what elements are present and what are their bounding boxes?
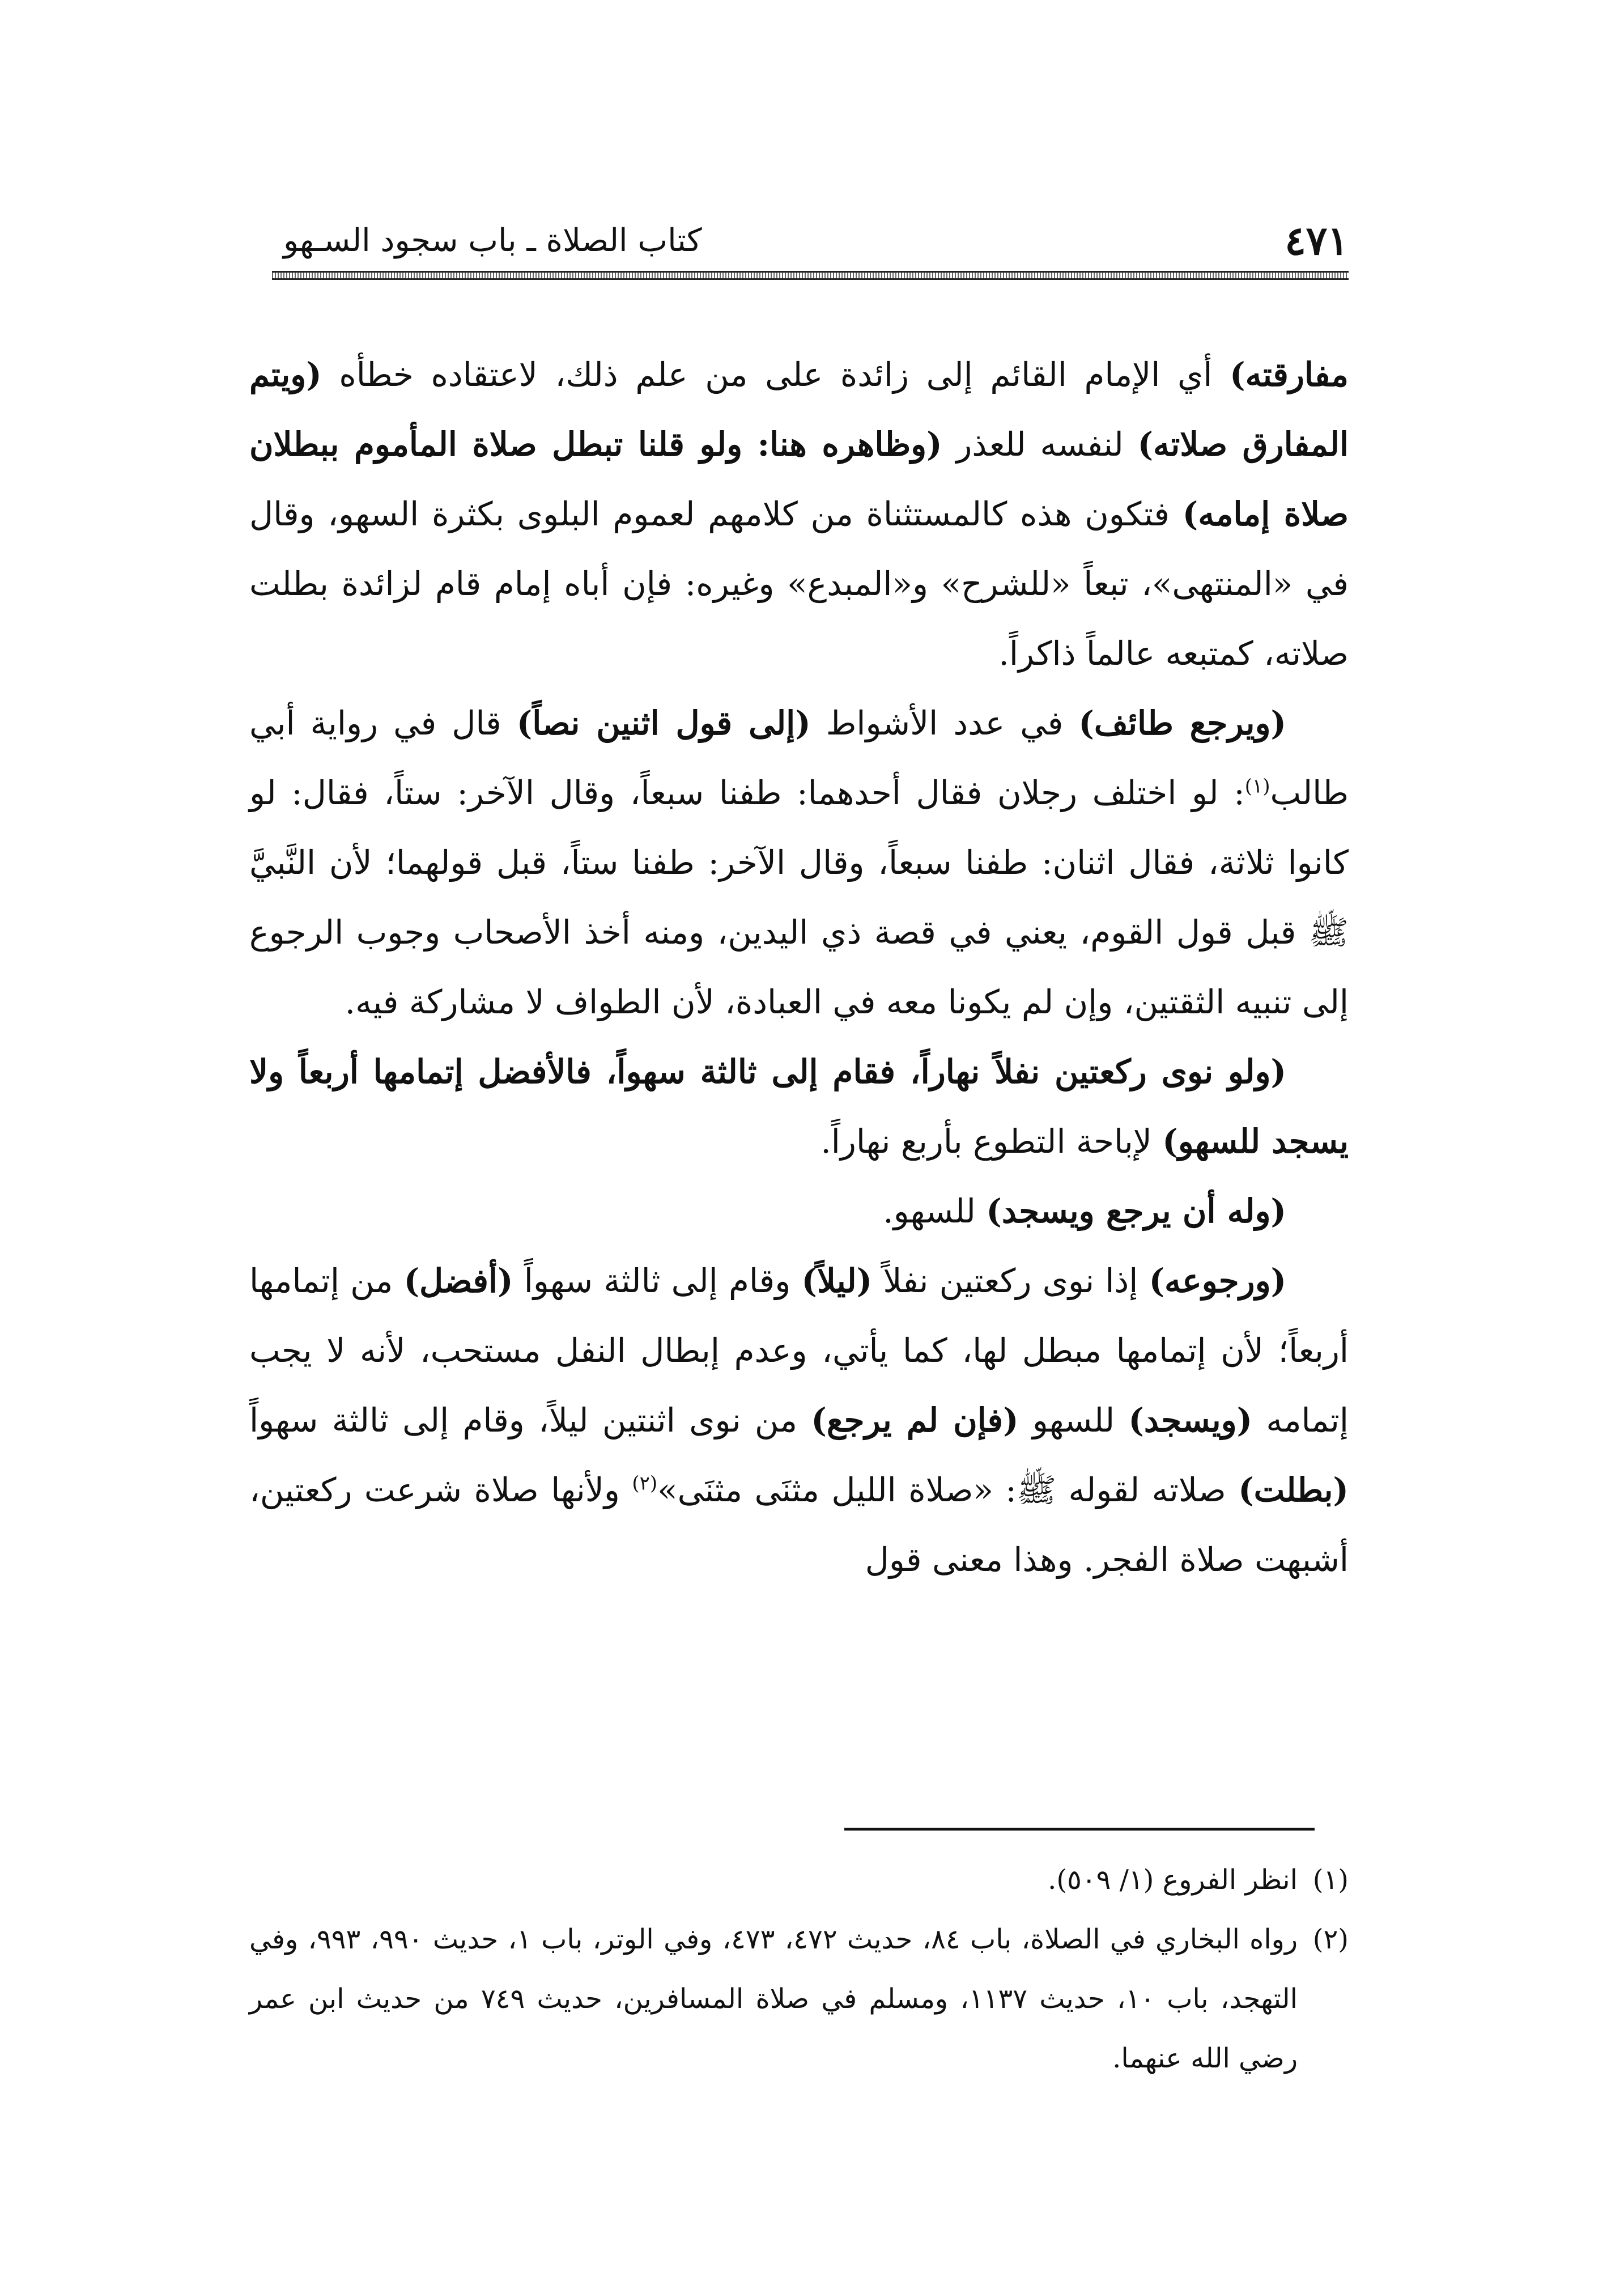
- matn-text: (وظاهره هنا: ولو قلنا تبطل صلاة المأموم ببطلان صلاة إمامه): [249, 425, 1349, 533]
- footnotes: [249, 1850, 1349, 2088]
- sharh-text: ولأنها صلاة شرعت ركعتين، أشبهت صلاة الفجر. وهذا معنى قول: [249, 1471, 1349, 1579]
- sharh-text: وقام إلى ثالثة سهواً: [513, 1262, 802, 1300]
- paragraph: [249, 340, 1349, 689]
- footnote-number: (١): [1312, 1864, 1349, 1896]
- matn-text: (أفضل): [403, 1262, 513, 1300]
- matn-text: (ويرجع طائف): [1078, 704, 1287, 742]
- paragraph: [249, 1177, 1349, 1246]
- matn-text: (بطلت): [1238, 1471, 1349, 1509]
- paragraph: [249, 1037, 1349, 1177]
- matn-text: مفارقته): [1230, 355, 1349, 394]
- matn-text: (وله أن يرجع ويسجد): [986, 1192, 1286, 1230]
- sharh-text: من نوى اثنتين ليلاً، وقام إلى ثالثة سهواً: [249, 1401, 811, 1440]
- sharh-text: قال في رواية أبي طالب: [249, 704, 1349, 812]
- sharh-text: من إتمامها أربعاً؛ لأن إتمامها مبطل لها، كما يأتي، وعدم إبطال النفل مستحب، لأنه لا يجب إتمامه: [249, 1262, 1349, 1440]
- paragraph: [249, 689, 1349, 1037]
- footnote-text: رواه البخاري في الصلاة، باب ٨٤، حديث ٤٧٢، ٤٧٣، وفي الوتر، باب ١، حديث ٩٩٠، ٩٩٣، وفي التهجد، باب ١٠، حديث ١١٣٧، ومسلم في صلاة المسافرين، حديث ٧٤٩ من حديث ابن عمر رضي الله عنهما.: [249, 1923, 1298, 2074]
- footnote-separator: [844, 1828, 1315, 1831]
- sharh-text: فتكون هذه كالمستثناة من كلامهم لعموم البلوى بكثرة السهو، وقال في «المنتهى»، تبعاً «للشرح» و«المبدع» وغيره: فإن أباه إمام قام لزائدة بطلت صلاته، كمتبعه عالماً ذاكراً.: [249, 495, 1349, 673]
- footnote-number: (٢): [1312, 1923, 1349, 1955]
- page-header: [272, 215, 1349, 266]
- sharh-text: لنفسه للعذر: [942, 425, 1138, 464]
- sharh-text: إذا نوى ركعتين نفلاً: [872, 1262, 1149, 1300]
- sharh-text: للسهو.: [883, 1192, 987, 1230]
- paragraph: [249, 1246, 1349, 1595]
- matn-text: (ورجوعه): [1149, 1262, 1287, 1300]
- header-rule: [272, 271, 1349, 280]
- matn-text: (ويتم المفارق صلاته): [249, 355, 1349, 464]
- matn-text: (ويسجد): [1128, 1401, 1253, 1440]
- matn-text: (فإن لم يرجع): [811, 1401, 1019, 1440]
- running-title: كتاب الصلاة ـ باب سجود السـهو: [283, 222, 702, 259]
- matn-text: (ولو نوى ركعتين نفلاً نهاراً، فقام إلى ثالثة سهواً، فالأفضل إتمامها أربعاً ولا يسجد للسهو): [249, 1052, 1349, 1161]
- footnote-ref: (٢): [632, 1472, 658, 1495]
- main-text: [249, 340, 1349, 1595]
- matn-text: (إلى قول اثنين نصاً): [516, 704, 811, 742]
- footnote-ref: (١): [1244, 775, 1270, 798]
- footnote: [249, 1910, 1349, 2088]
- sharh-text: صلاته لقوله ﷺ: «صلاة الليل مثنَى مثنَى»: [657, 1471, 1239, 1509]
- sharh-text: في عدد الأشواط: [810, 704, 1079, 742]
- page-number: ٤٧١: [1285, 217, 1349, 264]
- sharh-text: : لو اختلف رجلان فقال أحدهما: طفنا سبعاً، وقال الآخر: ستاً، فقال: لو كانوا ثلاثة، فقال اثنان: طفنا سبعاً، وقال الآخر: طفنا ستاً، قبل قولهما؛ لأن النَّبيَّ ﷺ قبل قول القوم، يعني في قصة ذي اليدين، ومنه أخذ الأصحاب وجوب الرجوع إلى تنبيه الثقتين، وإن لم يكونا معه في العبادة، لأن الطواف لا مشاركة فيه.: [249, 774, 1349, 1021]
- sharh-text: للسهو: [1018, 1401, 1129, 1440]
- sharh-text: أي الإمام القائم إلى زائدة على من علم ذلك، لاعتقاده خطأه: [321, 355, 1230, 394]
- footnote-text: انظر الفروع (١/ ٥٠٩).: [1048, 1864, 1298, 1896]
- matn-text: (ليلاً): [801, 1262, 873, 1300]
- footnote: [249, 1850, 1349, 1910]
- sharh-text: لإباحة التطوع بأربع نهاراً.: [820, 1122, 1163, 1161]
